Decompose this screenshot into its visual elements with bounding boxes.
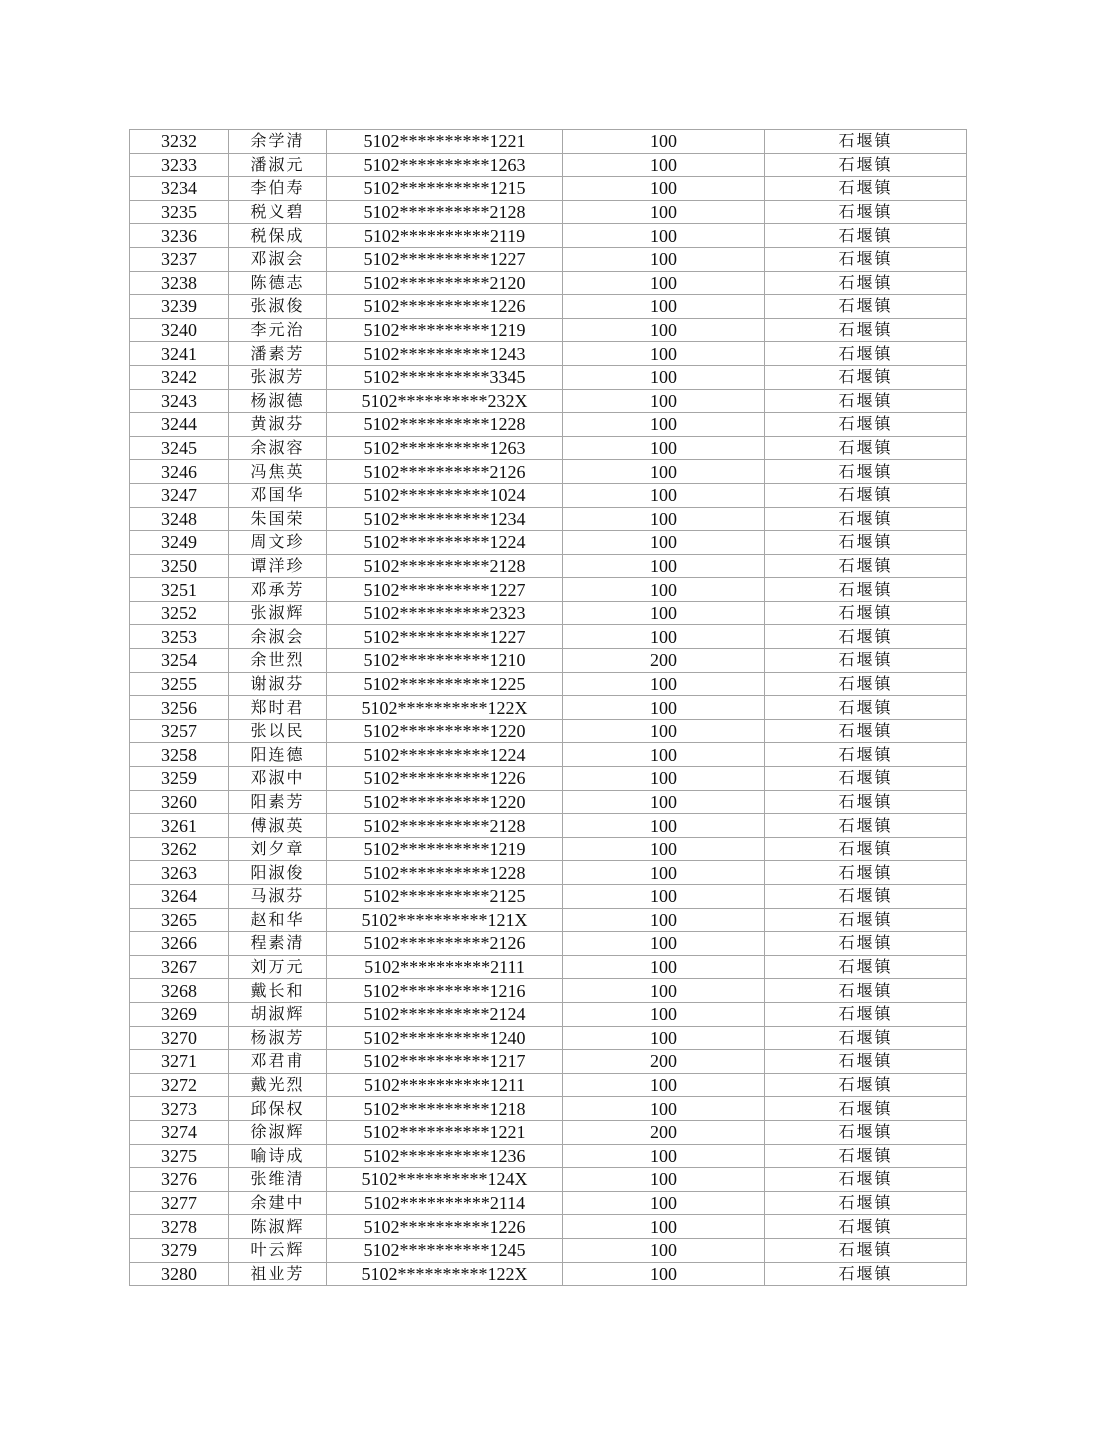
name-cell: 喻诗成 xyxy=(229,1144,327,1168)
name-cell: 邓淑会 xyxy=(229,247,327,271)
amount-cell: 100 xyxy=(563,531,765,555)
serial-number-cell: 3238 xyxy=(130,271,229,295)
name-cell: 阳连德 xyxy=(229,743,327,767)
id-number-cell: 5102**********122X xyxy=(327,1262,563,1286)
name-cell: 郑时君 xyxy=(229,696,327,720)
serial-number-cell: 3260 xyxy=(130,790,229,814)
serial-number-cell: 3259 xyxy=(130,767,229,791)
table-row xyxy=(130,696,967,720)
amount-cell: 100 xyxy=(563,1144,765,1168)
id-number-cell: 5102**********1221 xyxy=(327,1120,563,1144)
id-number-cell: 5102**********2120 xyxy=(327,271,563,295)
serial-number-cell: 3249 xyxy=(130,531,229,555)
serial-number-cell: 3272 xyxy=(130,1073,229,1097)
name-cell: 阳淑俊 xyxy=(229,861,327,885)
amount-cell: 100 xyxy=(563,1191,765,1215)
serial-number-cell: 3247 xyxy=(130,483,229,507)
town-cell: 石堰镇 xyxy=(765,1073,967,1097)
id-number-cell: 5102**********2126 xyxy=(327,932,563,956)
table-row xyxy=(130,578,967,602)
amount-cell: 100 xyxy=(563,554,765,578)
amount-cell: 100 xyxy=(563,365,765,389)
serial-number-cell: 3234 xyxy=(130,177,229,201)
amount-cell: 100 xyxy=(563,1168,765,1192)
id-number-cell: 5102**********1024 xyxy=(327,483,563,507)
id-number-cell: 5102**********2128 xyxy=(327,814,563,838)
serial-number-cell: 3262 xyxy=(130,837,229,861)
serial-number-cell: 3240 xyxy=(130,318,229,342)
amount-cell: 100 xyxy=(563,1215,765,1239)
name-cell: 傅淑英 xyxy=(229,814,327,838)
id-number-cell: 5102**********1215 xyxy=(327,177,563,201)
serial-number-cell: 3266 xyxy=(130,932,229,956)
name-cell: 陈淑辉 xyxy=(229,1215,327,1239)
serial-number-cell: 3265 xyxy=(130,908,229,932)
amount-cell: 100 xyxy=(563,342,765,366)
amount-cell: 100 xyxy=(563,1026,765,1050)
town-cell: 石堰镇 xyxy=(765,413,967,437)
id-number-cell: 5102**********2128 xyxy=(327,554,563,578)
id-number-cell: 5102**********121X xyxy=(327,908,563,932)
name-cell: 黄淑芬 xyxy=(229,413,327,437)
table-row xyxy=(130,342,967,366)
serial-number-cell: 3232 xyxy=(130,130,229,154)
town-cell: 石堰镇 xyxy=(765,578,967,602)
amount-cell: 100 xyxy=(563,130,765,154)
serial-number-cell: 3271 xyxy=(130,1050,229,1074)
serial-number-cell: 3244 xyxy=(130,413,229,437)
table-row xyxy=(130,1144,967,1168)
amount-cell: 100 xyxy=(563,932,765,956)
serial-number-cell: 3254 xyxy=(130,649,229,673)
name-cell: 余淑容 xyxy=(229,436,327,460)
name-cell: 赵和华 xyxy=(229,908,327,932)
town-cell: 石堰镇 xyxy=(765,649,967,673)
table-row xyxy=(130,885,967,909)
name-cell: 张以民 xyxy=(229,719,327,743)
amount-cell: 100 xyxy=(563,601,765,625)
town-cell: 石堰镇 xyxy=(765,531,967,555)
name-cell: 戴长和 xyxy=(229,979,327,1003)
serial-number-cell: 3280 xyxy=(130,1262,229,1286)
town-cell: 石堰镇 xyxy=(765,460,967,484)
name-cell: 冯焦英 xyxy=(229,460,327,484)
table-row xyxy=(130,932,967,956)
name-cell: 李元治 xyxy=(229,318,327,342)
name-cell: 邱保权 xyxy=(229,1097,327,1121)
serial-number-cell: 3245 xyxy=(130,436,229,460)
amount-cell: 100 xyxy=(563,719,765,743)
name-cell: 阳素芳 xyxy=(229,790,327,814)
table-row xyxy=(130,955,967,979)
table-row xyxy=(130,389,967,413)
town-cell: 石堰镇 xyxy=(765,200,967,224)
name-cell: 邓国华 xyxy=(229,483,327,507)
serial-number-cell: 3277 xyxy=(130,1191,229,1215)
serial-number-cell: 3235 xyxy=(130,200,229,224)
id-number-cell: 5102**********1219 xyxy=(327,318,563,342)
table-row xyxy=(130,1097,967,1121)
table-row xyxy=(130,861,967,885)
table-row xyxy=(130,413,967,437)
amount-cell: 100 xyxy=(563,578,765,602)
table-row xyxy=(130,554,967,578)
name-cell: 戴光烈 xyxy=(229,1073,327,1097)
table-row xyxy=(130,271,967,295)
amount-cell: 100 xyxy=(563,885,765,909)
town-cell: 石堰镇 xyxy=(765,271,967,295)
table-row xyxy=(130,908,967,932)
name-cell: 朱国荣 xyxy=(229,507,327,531)
town-cell: 石堰镇 xyxy=(765,1238,967,1262)
town-cell: 石堰镇 xyxy=(765,625,967,649)
id-number-cell: 5102**********2111 xyxy=(327,955,563,979)
town-cell: 石堰镇 xyxy=(765,483,967,507)
id-number-cell: 5102**********2128 xyxy=(327,200,563,224)
amount-cell: 100 xyxy=(563,790,765,814)
town-cell: 石堰镇 xyxy=(765,1144,967,1168)
amount-cell: 100 xyxy=(563,483,765,507)
town-cell: 石堰镇 xyxy=(765,1191,967,1215)
amount-cell: 100 xyxy=(563,271,765,295)
amount-cell: 100 xyxy=(563,1097,765,1121)
serial-number-cell: 3270 xyxy=(130,1026,229,1050)
name-cell: 张淑辉 xyxy=(229,601,327,625)
table-row xyxy=(130,719,967,743)
serial-number-cell: 3243 xyxy=(130,389,229,413)
amount-cell: 100 xyxy=(563,861,765,885)
name-cell: 余学清 xyxy=(229,130,327,154)
amount-cell: 100 xyxy=(563,837,765,861)
amount-cell: 100 xyxy=(563,153,765,177)
table-row xyxy=(130,837,967,861)
id-number-cell: 5102**********1217 xyxy=(327,1050,563,1074)
amount-cell: 100 xyxy=(563,177,765,201)
name-cell: 刘夕章 xyxy=(229,837,327,861)
serial-number-cell: 3241 xyxy=(130,342,229,366)
serial-number-cell: 3237 xyxy=(130,247,229,271)
amount-cell: 100 xyxy=(563,955,765,979)
table-row xyxy=(130,365,967,389)
id-number-cell: 5102**********1245 xyxy=(327,1238,563,1262)
table-row xyxy=(130,318,967,342)
id-number-cell: 5102**********1224 xyxy=(327,531,563,555)
serial-number-cell: 3233 xyxy=(130,153,229,177)
serial-number-cell: 3248 xyxy=(130,507,229,531)
id-number-cell: 5102**********2119 xyxy=(327,224,563,248)
table-row xyxy=(130,130,967,154)
id-number-cell: 5102**********2114 xyxy=(327,1191,563,1215)
amount-cell: 100 xyxy=(563,979,765,1003)
id-number-cell: 5102**********1224 xyxy=(327,743,563,767)
serial-number-cell: 3267 xyxy=(130,955,229,979)
table-row xyxy=(130,649,967,673)
town-cell: 石堰镇 xyxy=(765,601,967,625)
town-cell: 石堰镇 xyxy=(765,295,967,319)
table-row xyxy=(130,295,967,319)
town-cell: 石堰镇 xyxy=(765,814,967,838)
amount-cell: 200 xyxy=(563,1120,765,1144)
table-row xyxy=(130,460,967,484)
id-number-cell: 5102**********1228 xyxy=(327,861,563,885)
amount-cell: 100 xyxy=(563,743,765,767)
serial-number-cell: 3246 xyxy=(130,460,229,484)
town-cell: 石堰镇 xyxy=(765,885,967,909)
id-number-cell: 5102**********2124 xyxy=(327,1002,563,1026)
id-number-cell: 5102**********1225 xyxy=(327,672,563,696)
amount-cell: 100 xyxy=(563,200,765,224)
serial-number-cell: 3268 xyxy=(130,979,229,1003)
beneficiary-table xyxy=(129,129,967,1286)
town-cell: 石堰镇 xyxy=(765,743,967,767)
name-cell: 邓君甫 xyxy=(229,1050,327,1074)
town-cell: 石堰镇 xyxy=(765,318,967,342)
serial-number-cell: 3261 xyxy=(130,814,229,838)
town-cell: 石堰镇 xyxy=(765,908,967,932)
amount-cell: 100 xyxy=(563,389,765,413)
id-number-cell: 5102**********1227 xyxy=(327,247,563,271)
id-number-cell: 5102**********1227 xyxy=(327,625,563,649)
id-number-cell: 5102**********1219 xyxy=(327,837,563,861)
name-cell: 余淑会 xyxy=(229,625,327,649)
table-row xyxy=(130,790,967,814)
serial-number-cell: 3252 xyxy=(130,601,229,625)
table-row xyxy=(130,672,967,696)
id-number-cell: 5102**********1227 xyxy=(327,578,563,602)
table-row xyxy=(130,979,967,1003)
town-cell: 石堰镇 xyxy=(765,224,967,248)
table-row xyxy=(130,1120,967,1144)
name-cell: 张淑芳 xyxy=(229,365,327,389)
town-cell: 石堰镇 xyxy=(765,436,967,460)
table-row xyxy=(130,153,967,177)
id-number-cell: 5102**********1210 xyxy=(327,649,563,673)
town-cell: 石堰镇 xyxy=(765,389,967,413)
town-cell: 石堰镇 xyxy=(765,719,967,743)
id-number-cell: 5102**********1211 xyxy=(327,1073,563,1097)
serial-number-cell: 3257 xyxy=(130,719,229,743)
name-cell: 叶云辉 xyxy=(229,1238,327,1262)
id-number-cell: 5102**********3345 xyxy=(327,365,563,389)
name-cell: 周文珍 xyxy=(229,531,327,555)
town-cell: 石堰镇 xyxy=(765,1120,967,1144)
town-cell: 石堰镇 xyxy=(765,837,967,861)
name-cell: 李伯寿 xyxy=(229,177,327,201)
table-body xyxy=(130,130,967,1286)
id-number-cell: 5102**********1263 xyxy=(327,153,563,177)
town-cell: 石堰镇 xyxy=(765,507,967,531)
town-cell: 石堰镇 xyxy=(765,1097,967,1121)
id-number-cell: 5102**********1236 xyxy=(327,1144,563,1168)
amount-cell: 100 xyxy=(563,224,765,248)
town-cell: 石堰镇 xyxy=(765,932,967,956)
amount-cell: 100 xyxy=(563,436,765,460)
name-cell: 潘淑元 xyxy=(229,153,327,177)
amount-cell: 200 xyxy=(563,649,765,673)
name-cell: 谭洋珍 xyxy=(229,554,327,578)
serial-number-cell: 3258 xyxy=(130,743,229,767)
id-number-cell: 5102**********232X xyxy=(327,389,563,413)
amount-cell: 100 xyxy=(563,460,765,484)
town-cell: 石堰镇 xyxy=(765,1262,967,1286)
table-row xyxy=(130,814,967,838)
amount-cell: 100 xyxy=(563,507,765,531)
serial-number-cell: 3279 xyxy=(130,1238,229,1262)
table-row xyxy=(130,1262,967,1286)
serial-number-cell: 3274 xyxy=(130,1120,229,1144)
id-number-cell: 5102**********2125 xyxy=(327,885,563,909)
id-number-cell: 5102**********1226 xyxy=(327,1215,563,1239)
serial-number-cell: 3251 xyxy=(130,578,229,602)
table-row xyxy=(130,601,967,625)
name-cell: 胡淑辉 xyxy=(229,1002,327,1026)
amount-cell: 100 xyxy=(563,1238,765,1262)
table-row xyxy=(130,625,967,649)
table-row xyxy=(130,507,967,531)
serial-number-cell: 3269 xyxy=(130,1002,229,1026)
table-row xyxy=(130,1191,967,1215)
serial-number-cell: 3253 xyxy=(130,625,229,649)
amount-cell: 100 xyxy=(563,696,765,720)
table-row xyxy=(130,177,967,201)
amount-cell: 100 xyxy=(563,413,765,437)
serial-number-cell: 3250 xyxy=(130,554,229,578)
table-row xyxy=(130,767,967,791)
id-number-cell: 5102**********1243 xyxy=(327,342,563,366)
town-cell: 石堰镇 xyxy=(765,177,967,201)
id-number-cell: 5102**********1226 xyxy=(327,295,563,319)
table-row xyxy=(130,436,967,460)
amount-cell: 100 xyxy=(563,1073,765,1097)
id-number-cell: 5102**********1240 xyxy=(327,1026,563,1050)
amount-cell: 100 xyxy=(563,672,765,696)
town-cell: 石堰镇 xyxy=(765,1002,967,1026)
town-cell: 石堰镇 xyxy=(765,767,967,791)
id-number-cell: 5102**********2126 xyxy=(327,460,563,484)
id-number-cell: 5102**********1228 xyxy=(327,413,563,437)
table-row xyxy=(130,743,967,767)
name-cell: 杨淑德 xyxy=(229,389,327,413)
serial-number-cell: 3264 xyxy=(130,885,229,909)
town-cell: 石堰镇 xyxy=(765,130,967,154)
town-cell: 石堰镇 xyxy=(765,696,967,720)
table-row xyxy=(130,200,967,224)
amount-cell: 100 xyxy=(563,625,765,649)
town-cell: 石堰镇 xyxy=(765,247,967,271)
amount-cell: 100 xyxy=(563,1002,765,1026)
amount-cell: 100 xyxy=(563,295,765,319)
id-number-cell: 5102**********1234 xyxy=(327,507,563,531)
name-cell: 税义碧 xyxy=(229,200,327,224)
id-number-cell: 5102**********1216 xyxy=(327,979,563,1003)
town-cell: 石堰镇 xyxy=(765,1026,967,1050)
table-row xyxy=(130,224,967,248)
serial-number-cell: 3242 xyxy=(130,365,229,389)
name-cell: 祖业芳 xyxy=(229,1262,327,1286)
name-cell: 谢淑芬 xyxy=(229,672,327,696)
town-cell: 石堰镇 xyxy=(765,554,967,578)
id-number-cell: 5102**********1220 xyxy=(327,719,563,743)
amount-cell: 100 xyxy=(563,1262,765,1286)
name-cell: 程素清 xyxy=(229,932,327,956)
table-row xyxy=(130,1050,967,1074)
name-cell: 马淑芬 xyxy=(229,885,327,909)
serial-number-cell: 3275 xyxy=(130,1144,229,1168)
town-cell: 石堰镇 xyxy=(765,861,967,885)
name-cell: 张维清 xyxy=(229,1168,327,1192)
town-cell: 石堰镇 xyxy=(765,672,967,696)
table-row xyxy=(130,247,967,271)
id-number-cell: 5102**********124X xyxy=(327,1168,563,1192)
table-row xyxy=(130,531,967,555)
name-cell: 张淑俊 xyxy=(229,295,327,319)
town-cell: 石堰镇 xyxy=(765,955,967,979)
amount-cell: 100 xyxy=(563,767,765,791)
serial-number-cell: 3256 xyxy=(130,696,229,720)
name-cell: 杨淑芳 xyxy=(229,1026,327,1050)
amount-cell: 100 xyxy=(563,247,765,271)
amount-cell: 100 xyxy=(563,908,765,932)
table-row xyxy=(130,1215,967,1239)
amount-cell: 200 xyxy=(563,1050,765,1074)
town-cell: 石堰镇 xyxy=(765,790,967,814)
id-number-cell: 5102**********1263 xyxy=(327,436,563,460)
town-cell: 石堰镇 xyxy=(765,1215,967,1239)
serial-number-cell: 3273 xyxy=(130,1097,229,1121)
table-row xyxy=(130,1073,967,1097)
table-row xyxy=(130,1026,967,1050)
table-row xyxy=(130,1002,967,1026)
table-row xyxy=(130,1238,967,1262)
town-cell: 石堰镇 xyxy=(765,979,967,1003)
name-cell: 徐淑辉 xyxy=(229,1120,327,1144)
id-number-cell: 5102**********1226 xyxy=(327,767,563,791)
id-number-cell: 5102**********1221 xyxy=(327,130,563,154)
name-cell: 余世烈 xyxy=(229,649,327,673)
table-row xyxy=(130,1168,967,1192)
serial-number-cell: 3255 xyxy=(130,672,229,696)
name-cell: 邓淑中 xyxy=(229,767,327,791)
amount-cell: 100 xyxy=(563,318,765,342)
name-cell: 余建中 xyxy=(229,1191,327,1215)
id-number-cell: 5102**********1220 xyxy=(327,790,563,814)
id-number-cell: 5102**********2323 xyxy=(327,601,563,625)
serial-number-cell: 3276 xyxy=(130,1168,229,1192)
name-cell: 邓承芳 xyxy=(229,578,327,602)
amount-cell: 100 xyxy=(563,814,765,838)
town-cell: 石堰镇 xyxy=(765,1050,967,1074)
name-cell: 刘万元 xyxy=(229,955,327,979)
serial-number-cell: 3263 xyxy=(130,861,229,885)
name-cell: 陈德志 xyxy=(229,271,327,295)
name-cell: 潘素芳 xyxy=(229,342,327,366)
name-cell: 税保成 xyxy=(229,224,327,248)
town-cell: 石堰镇 xyxy=(765,342,967,366)
id-number-cell: 5102**********1218 xyxy=(327,1097,563,1121)
town-cell: 石堰镇 xyxy=(765,1168,967,1192)
id-number-cell: 5102**********122X xyxy=(327,696,563,720)
town-cell: 石堰镇 xyxy=(765,365,967,389)
serial-number-cell: 3236 xyxy=(130,224,229,248)
town-cell: 石堰镇 xyxy=(765,153,967,177)
serial-number-cell: 3278 xyxy=(130,1215,229,1239)
table-row xyxy=(130,483,967,507)
serial-number-cell: 3239 xyxy=(130,295,229,319)
